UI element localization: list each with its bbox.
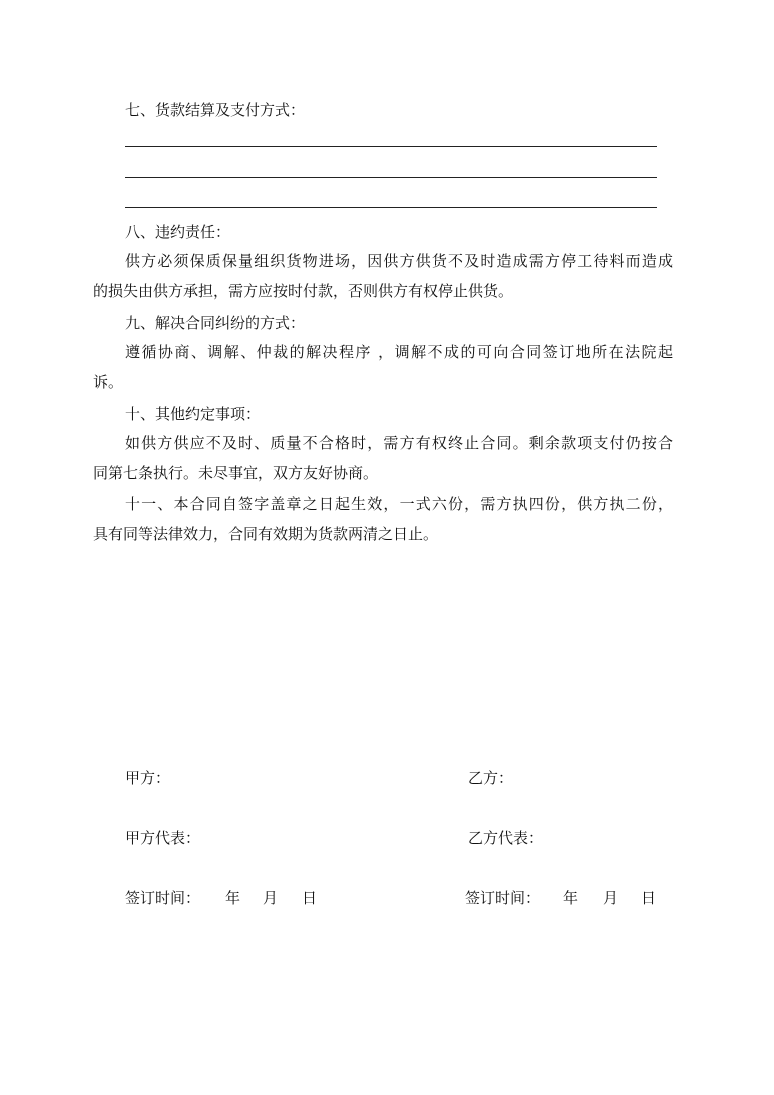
section-9-heading: 九、解决合同纠纷的方式： [125, 314, 306, 332]
party-b-label: 乙方： [468, 769, 514, 787]
section-9-body [93, 337, 673, 397]
paragraph-line: 遵循协商、调解、仲裁的解决程序 ，调解不成的可向合同签订地所在法院起 [125, 343, 673, 361]
party-a-label: 甲方： [125, 769, 171, 787]
party-b-year: 年 [563, 889, 579, 907]
party-a-month: 月 [263, 889, 279, 907]
party-b-month: 月 [603, 889, 619, 907]
paragraph-line: 具有同等法律效力，合同有效期为货款两清之日止。 [93, 525, 439, 543]
paragraph-line: 十一、本合同自签字盖章之日起生效，一式六份，需方执四份，供方执二份， [125, 495, 673, 513]
blank-line [125, 146, 657, 147]
section-7-heading: 七、货款结算及支付方式： [125, 101, 306, 119]
section-8-heading: 八、违约责任： [125, 223, 231, 241]
paragraph-line: 的损失由供方承担，需方应按时付款，否则供方有权停止供货。 [93, 282, 514, 300]
party-a-year: 年 [225, 889, 241, 907]
party-a-sign-time-label: 签订时间： [125, 889, 201, 907]
party-b-sign-time-label: 签订时间： [465, 889, 541, 907]
party-a-rep-label: 甲方代表： [125, 829, 201, 847]
blank-line [125, 207, 657, 208]
section-8-body [93, 246, 673, 306]
paragraph-line: 同第七条执行。未尽事宜，双方友好协商。 [93, 464, 379, 482]
party-b-day: 日 [641, 889, 657, 907]
paragraph-line: 诉。 [93, 373, 124, 391]
section-11-body [93, 489, 673, 549]
party-a-day: 日 [302, 889, 318, 907]
section-10-heading: 十、其他约定事项： [125, 405, 261, 423]
paragraph-line: 如供方供应不及时、质量不合格时，需方有权终止合同。剩余款项支付仍按合 [125, 434, 673, 452]
blank-line [125, 177, 657, 178]
paragraph-line: 供方必须保质保量组织货物进场，因供方供货不及时造成需方停工待料而造成 [125, 252, 673, 270]
section-10-body [93, 428, 673, 488]
party-b-rep-label: 乙方代表： [468, 829, 544, 847]
